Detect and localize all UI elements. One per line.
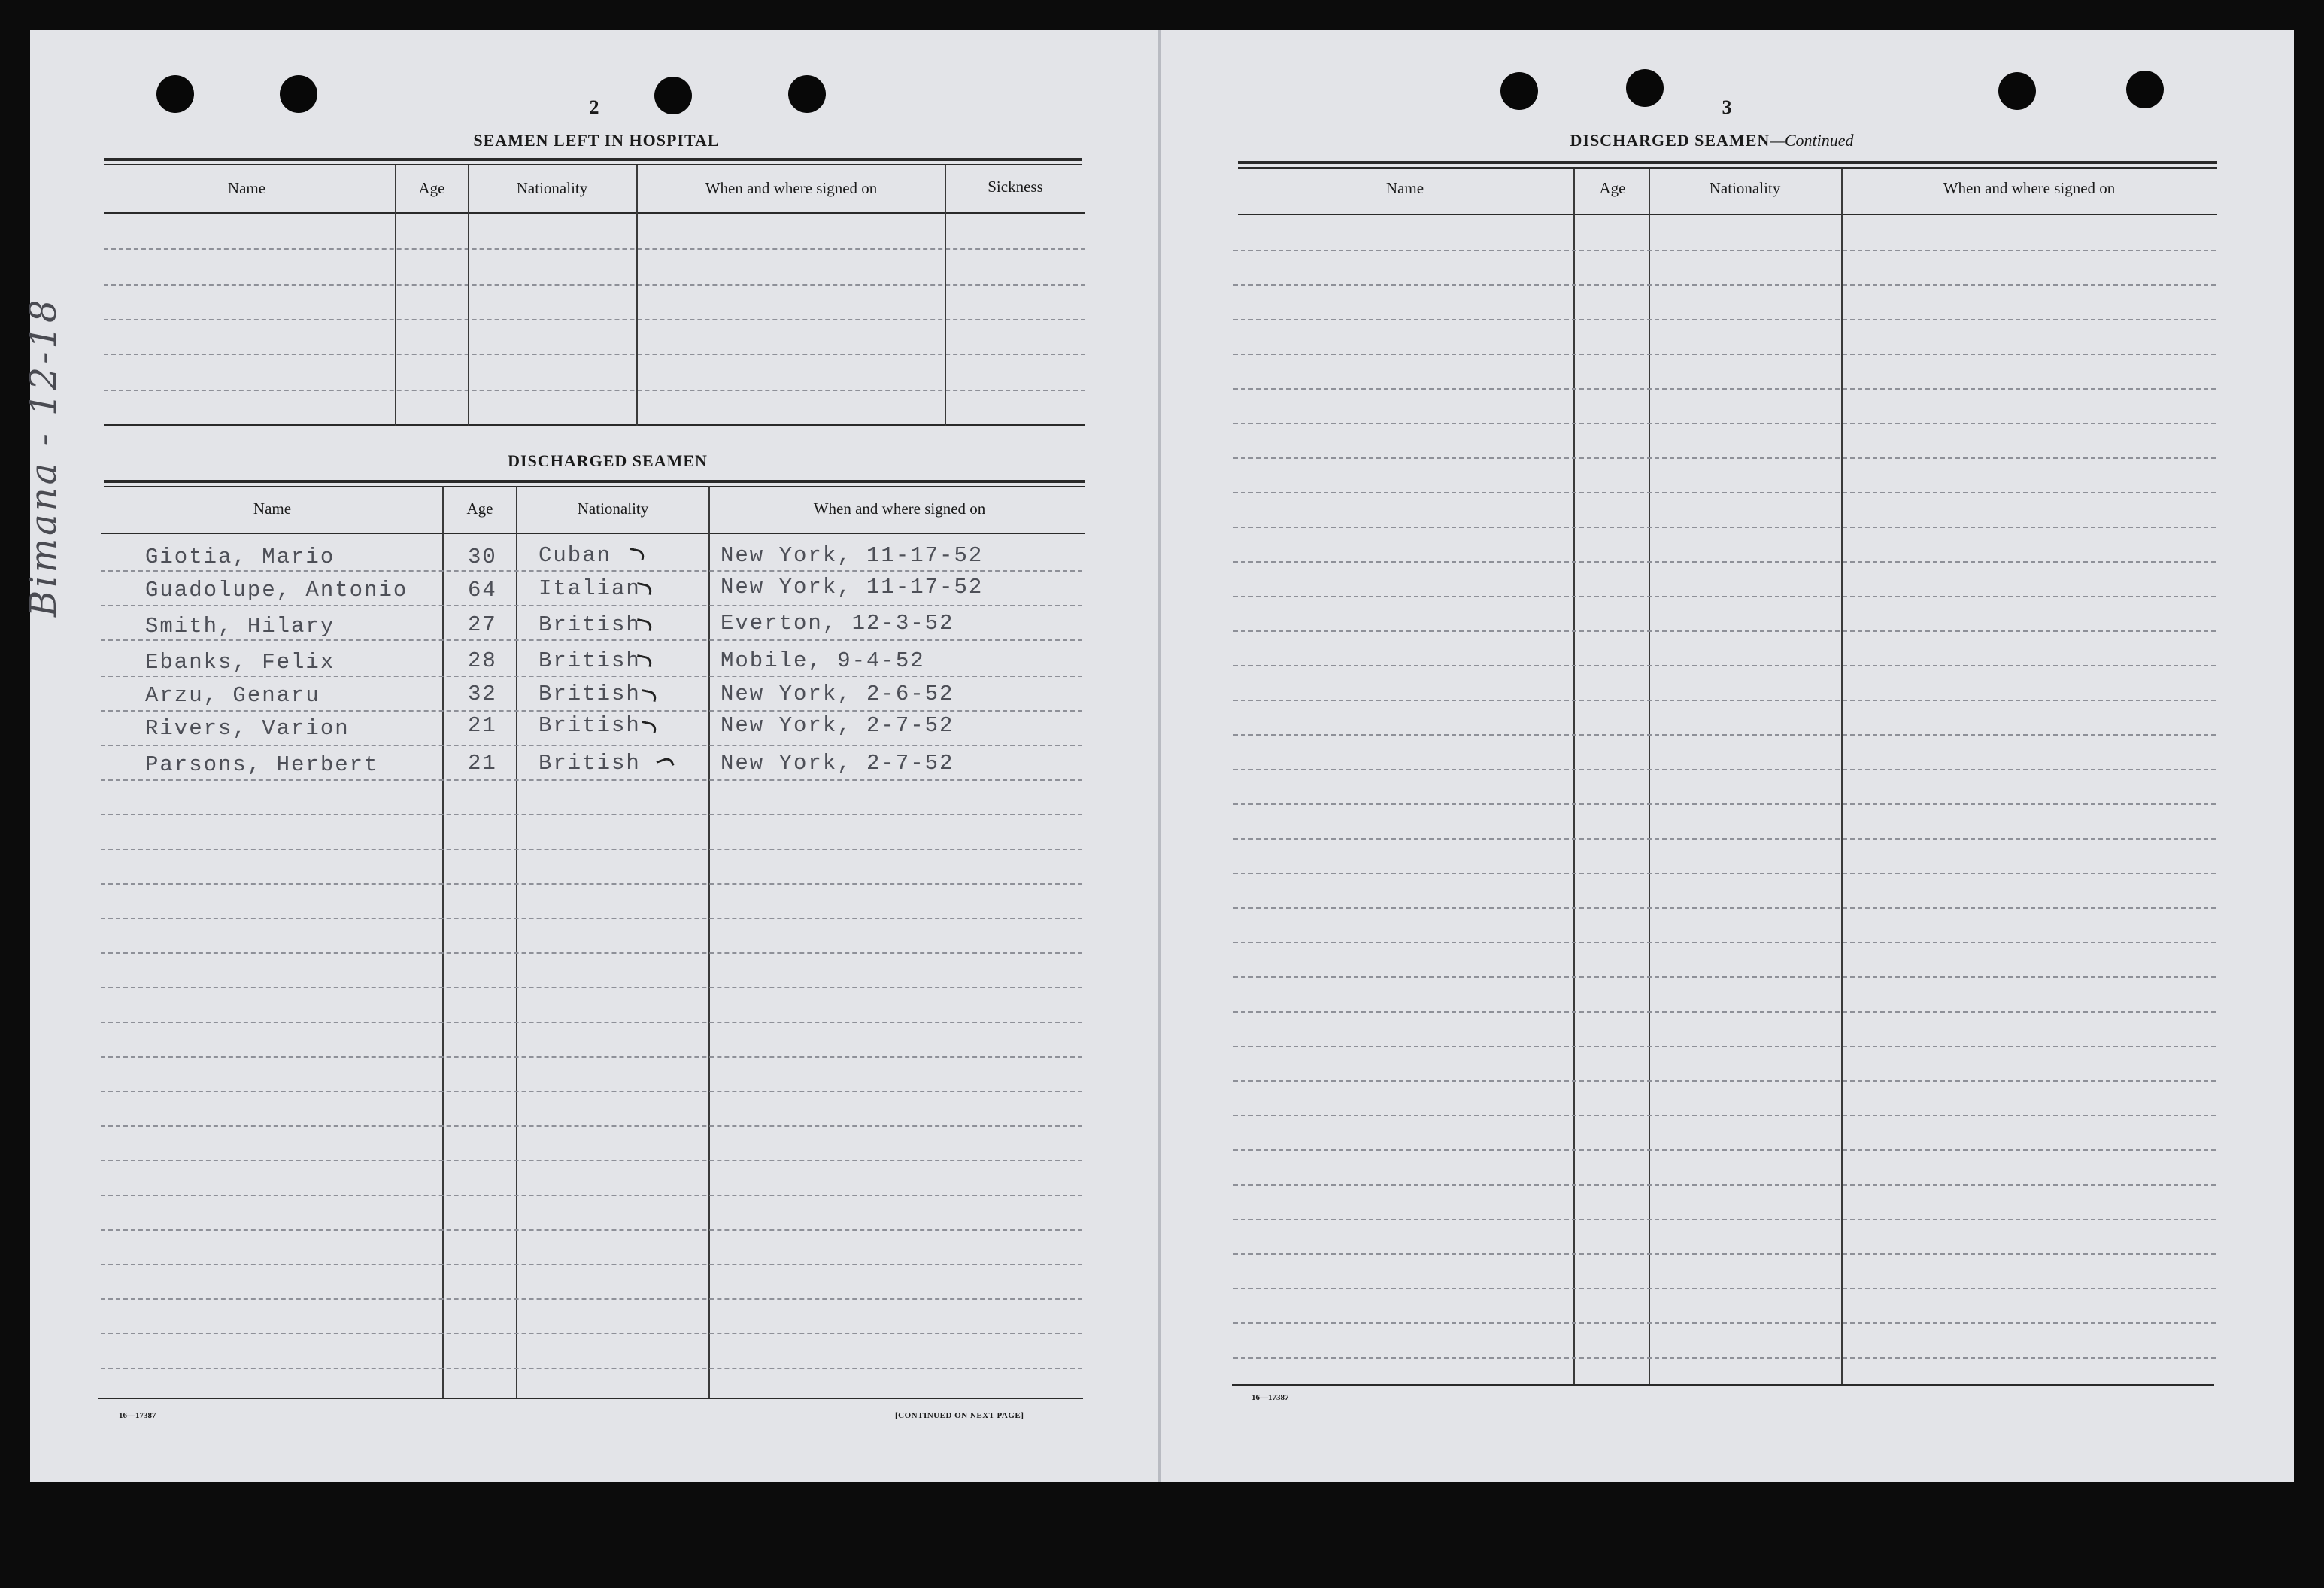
- seaman-name: Guadolupe, Antonio: [145, 578, 408, 603]
- punch-hole: [156, 75, 194, 113]
- hospital-col-nationality: Nationality: [516, 179, 588, 197]
- seaman-signed-on: New York, 11-17-52: [721, 543, 984, 568]
- row-line: [1233, 319, 2216, 320]
- row-line: [101, 1125, 1082, 1127]
- seaman-nationality: British: [539, 682, 641, 706]
- row-line: [101, 987, 1082, 988]
- right-bottom-rule: [1232, 1384, 2214, 1386]
- row-line: [1233, 596, 2216, 597]
- hospital-col-divider: [468, 165, 469, 426]
- row-line: [1233, 423, 2216, 424]
- punch-hole: [280, 75, 317, 113]
- seaman-name: Giotia, Mario: [145, 545, 335, 569]
- hospital-top-rule: [104, 158, 1082, 161]
- hospital-col-divider: [395, 165, 396, 426]
- hospital-col-name: Name: [227, 179, 266, 197]
- hospital-row-line: [104, 284, 1085, 286]
- seaman-name: Parsons, Herbert: [145, 752, 379, 777]
- seaman-signed-on: Everton, 12-3-52: [721, 611, 954, 636]
- form-code: 16—17387: [119, 1411, 156, 1420]
- seaman-age: 30: [468, 545, 497, 569]
- row-line: [101, 570, 1082, 572]
- row-line: [1233, 561, 2216, 563]
- row-line: [1233, 873, 2216, 874]
- seaman-signed-on: Mobile, 9-4-52: [721, 648, 925, 673]
- seaman-age: 64: [468, 578, 497, 603]
- continued-note: [CONTINUED ON NEXT PAGE]: [895, 1411, 1024, 1420]
- page-number: 3: [1722, 96, 1732, 118]
- hospital-row-line: [104, 248, 1085, 250]
- hospital-top-rule-2: [104, 164, 1082, 165]
- hospital-section-title: SEAMEN LEFT IN HOSPITAL: [473, 131, 720, 150]
- row-line: [1233, 1046, 2216, 1047]
- right-col-divider: [1649, 169, 1650, 1386]
- seaman-signed-on: New York, 2-7-52: [721, 713, 954, 738]
- seaman-nationality: British: [539, 648, 641, 673]
- row-line: [1233, 769, 2216, 770]
- title-main: DISCHARGED SEAMEN: [1570, 131, 1770, 150]
- punch-hole: [1998, 72, 2036, 110]
- seaman-name: Arzu, Genaru: [145, 683, 320, 708]
- discharged-col-age: Age: [466, 499, 493, 518]
- discharged-bottom-rule: [98, 1398, 1083, 1399]
- row-line: [1233, 838, 2216, 840]
- row-line: [101, 814, 1082, 815]
- discharged-top-rule-2: [104, 486, 1085, 487]
- row-line: [1233, 492, 2216, 493]
- row-line: [1233, 630, 2216, 632]
- row-line: [101, 710, 1082, 712]
- right-col-signed-on: When and where signed on: [1943, 179, 2116, 197]
- discharged-col-divider: [708, 486, 710, 1399]
- form-code: 16—17387: [1252, 1393, 1289, 1402]
- row-line: [101, 1333, 1082, 1334]
- seaman-nationality: Cuban: [539, 543, 612, 568]
- punch-hole: [788, 75, 826, 113]
- handwritten-margin-note: Bimana - 12-18: [23, 296, 65, 617]
- seaman-nationality: Italian: [539, 576, 641, 601]
- discharged-top-rule: [104, 480, 1085, 483]
- seaman-name: Rivers, Varion: [145, 716, 350, 741]
- hospital-col-divider: [945, 165, 946, 426]
- right-top-rule-2: [1238, 167, 2217, 169]
- seaman-nationality: British: [539, 713, 641, 738]
- hospital-bottom-rule: [104, 424, 1085, 426]
- right-col-divider: [1841, 169, 1843, 1386]
- punch-hole: [1626, 69, 1664, 107]
- seaman-nationality: British: [539, 612, 641, 637]
- row-line: [1233, 1080, 2216, 1082]
- page-number: 2: [589, 96, 599, 118]
- punch-hole: [654, 77, 692, 114]
- row-line: [1233, 250, 2216, 251]
- right-col-divider: [1573, 169, 1575, 1386]
- hospital-row-line: [104, 354, 1085, 355]
- seaman-signed-on: New York, 2-6-52: [721, 682, 954, 706]
- row-line: [1233, 388, 2216, 390]
- row-line: [1233, 284, 2216, 286]
- row-line: [101, 1091, 1082, 1092]
- row-line: [101, 605, 1082, 606]
- hospital-row-line: [104, 319, 1085, 320]
- row-line: [1233, 354, 2216, 355]
- row-line: [1233, 700, 2216, 701]
- row-line: [1233, 803, 2216, 805]
- seaman-age: 27: [468, 612, 497, 637]
- hospital-header-rule: [104, 212, 1085, 214]
- right-col-name: Name: [1385, 179, 1424, 197]
- hospital-col-signed-on: When and where signed on: [705, 179, 878, 197]
- seaman-age: 21: [468, 713, 497, 738]
- seaman-age: 21: [468, 751, 497, 776]
- discharged-continued-title: [1570, 131, 1854, 150]
- row-line: [101, 639, 1082, 641]
- row-line: [1233, 527, 2216, 528]
- row-line: [101, 1056, 1082, 1058]
- title-suffix: —Continued: [1770, 131, 1854, 150]
- discharged-col-nationality: Nationality: [577, 499, 649, 518]
- row-line: [101, 1229, 1082, 1231]
- row-line: [1233, 942, 2216, 943]
- row-line: [1233, 1219, 2216, 1220]
- punch-hole: [2126, 71, 2164, 108]
- discharged-col-divider: [516, 486, 517, 1399]
- discharged-header-rule: [101, 533, 1085, 534]
- row-line: [1233, 1149, 2216, 1151]
- seaman-signed-on: New York, 2-7-52: [721, 751, 954, 776]
- row-line: [101, 1022, 1082, 1023]
- row-line: [1233, 1322, 2216, 1324]
- row-line: [101, 918, 1082, 919]
- seaman-age: 32: [468, 682, 497, 706]
- row-line: [101, 1160, 1082, 1161]
- seaman-name: Smith, Hilary: [145, 614, 335, 639]
- discharged-col-name: Name: [253, 499, 292, 518]
- row-line: [1233, 1253, 2216, 1255]
- seaman-nationality: British: [539, 751, 641, 776]
- row-line: [1233, 1184, 2216, 1186]
- discharged-col-signed-on: When and where signed on: [813, 499, 986, 518]
- row-line: [1233, 1011, 2216, 1013]
- row-line: [1233, 1115, 2216, 1116]
- seaman-age: 28: [468, 648, 497, 673]
- discharged-col-divider: [442, 486, 444, 1399]
- row-line: [101, 1368, 1082, 1369]
- page-fold: [1158, 30, 1161, 1482]
- row-line: [101, 1264, 1082, 1265]
- seaman-signed-on: New York, 11-17-52: [721, 575, 984, 600]
- row-line: [1233, 665, 2216, 666]
- right-col-nationality: Nationality: [1709, 179, 1781, 197]
- hospital-col-sickness: Sickness: [988, 178, 1043, 196]
- row-line: [101, 883, 1082, 885]
- right-top-rule: [1238, 161, 2217, 164]
- row-line: [1233, 976, 2216, 978]
- row-line: [101, 1298, 1082, 1300]
- row-line: [1233, 1288, 2216, 1289]
- hospital-col-age: Age: [418, 179, 445, 197]
- row-line: [101, 849, 1082, 850]
- row-line: [101, 676, 1082, 677]
- discharged-section-title: DISCHARGED SEAMEN: [508, 451, 708, 470]
- row-line: [1233, 1357, 2216, 1359]
- punch-hole: [1500, 72, 1538, 110]
- seaman-name: Ebanks, Felix: [145, 650, 335, 675]
- hospital-col-divider: [636, 165, 638, 426]
- row-line: [1233, 457, 2216, 459]
- row-line: [1233, 907, 2216, 909]
- row-line: [101, 1195, 1082, 1196]
- row-line: [101, 745, 1082, 746]
- row-line: [101, 952, 1082, 954]
- row-line: [101, 779, 1082, 781]
- hospital-row-line: [104, 390, 1085, 391]
- row-line: [1233, 734, 2216, 736]
- right-col-age: Age: [1599, 179, 1626, 197]
- right-header-rule: [1238, 214, 2217, 215]
